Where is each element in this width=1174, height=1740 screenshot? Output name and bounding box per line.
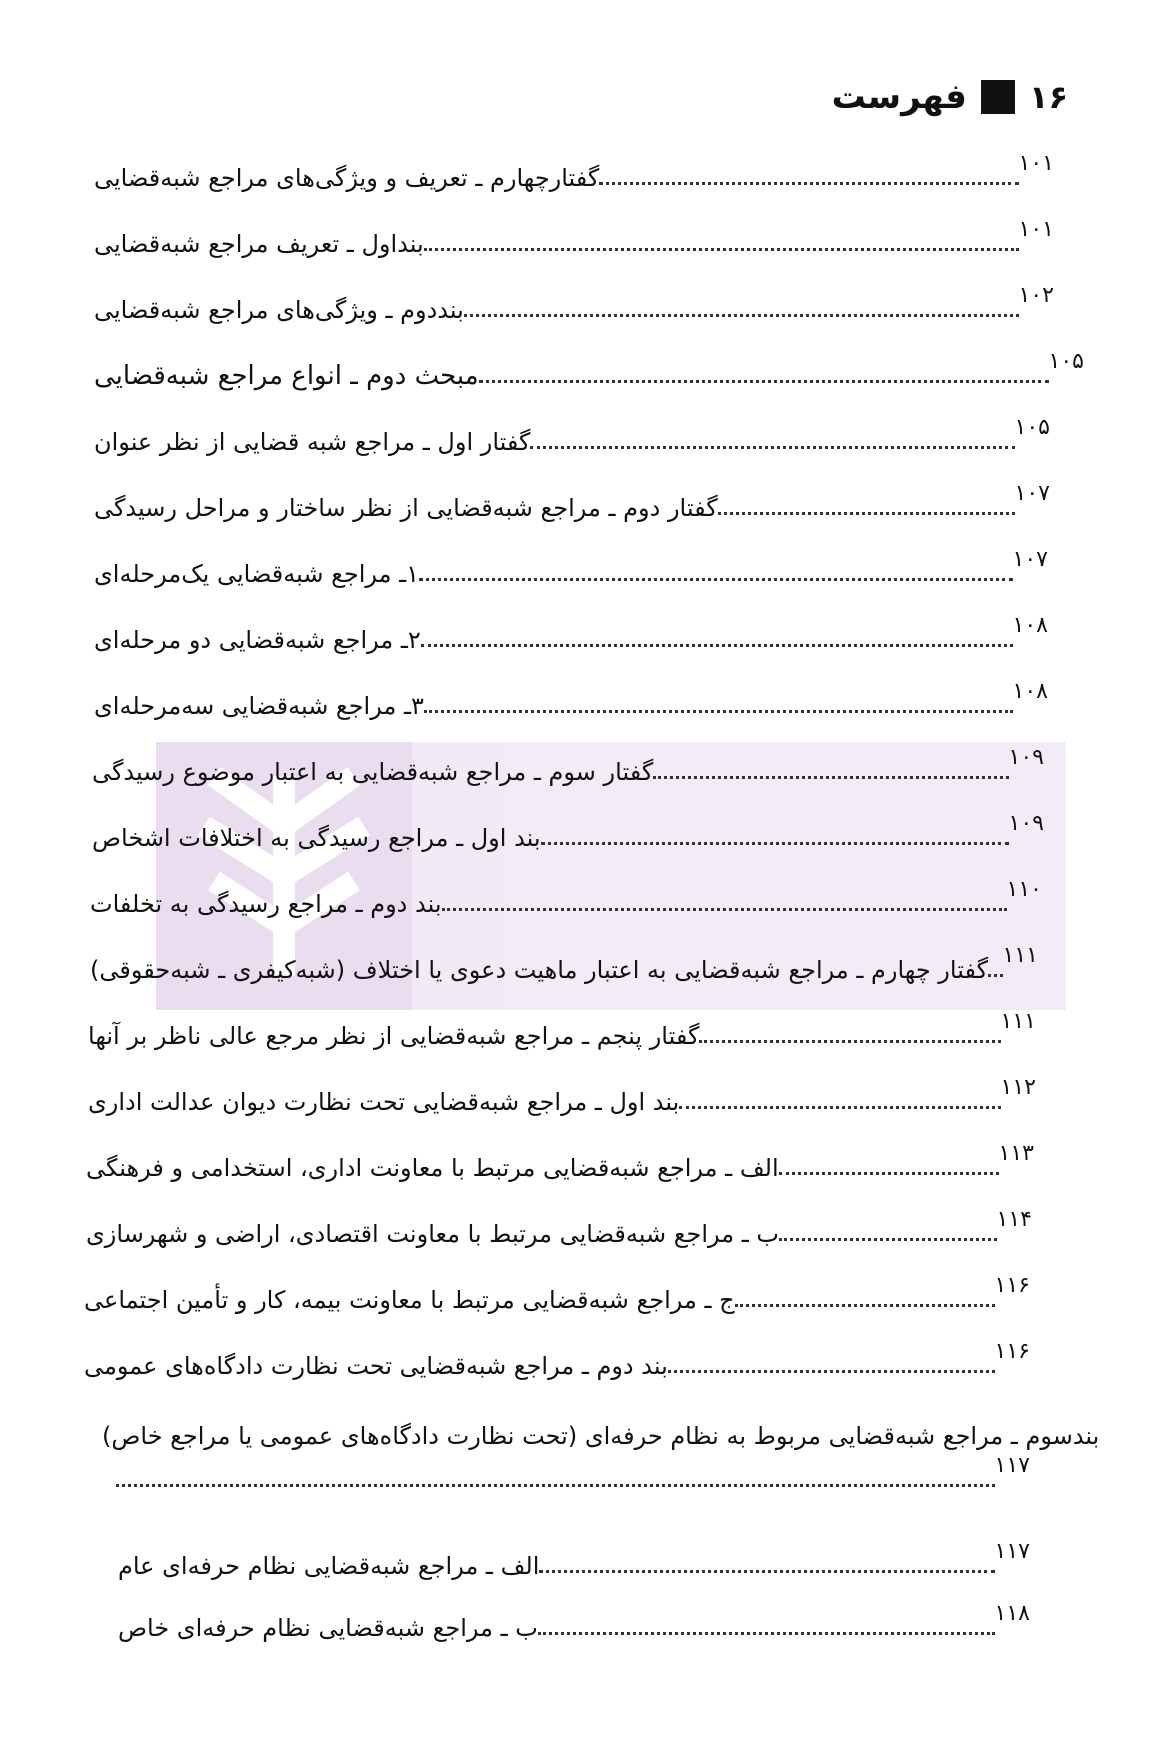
- toc-entry-title: ۳ـ مراجع شبه‌قضایی سه‌مرحله‌ای: [94, 692, 424, 720]
- toc-entry: [88, 217, 1054, 264]
- toc-entry-page: ۱۱۱: [1002, 943, 1038, 968]
- toc-entry: [88, 679, 1048, 726]
- toc-entry: [78, 1273, 1030, 1320]
- leader-dots: [116, 1484, 995, 1487]
- toc-entry-page: ۱۰۹: [1008, 745, 1044, 770]
- toc-entry-page: ۱۰۱: [1018, 151, 1054, 176]
- leader-dots: [442, 908, 1007, 911]
- toc-entry: [84, 877, 1042, 924]
- toc-entry: [80, 1207, 1032, 1254]
- toc-entry: [82, 1009, 1036, 1056]
- leader-dots: [599, 182, 1018, 185]
- leader-dots: [735, 1304, 995, 1307]
- toc-entry-title: گفتارچهارم ـ تعریف و ویژگی‌های مراجع شبه‌قضایی: [94, 164, 600, 192]
- toc-entry: [88, 481, 1050, 528]
- toc-entry-title: الف ـ مراجع شبه‌قضایی نظام حرفه‌ای عام: [118, 1552, 540, 1580]
- leader-dots: [653, 776, 1008, 779]
- toc-entry-title: بنداول ـ تعریف مراجع شبه‌قضایی: [94, 230, 424, 258]
- toc-entry: [112, 1539, 1030, 1586]
- toc-entry-title: ب ـ مراجع شبه‌قضایی مرتبط با معاونت اقتصادی، اراضی و شهرسازی: [86, 1220, 779, 1248]
- toc-entry-title: گفتار پنجم ـ مراجع شبه‌قضایی از نظر مرجع عالی ناظر بر آنها: [88, 1022, 700, 1050]
- toc-entry: [96, 1412, 1100, 1456]
- leader-dots: [424, 248, 1019, 251]
- toc-entry-page: ۱۰۹: [1008, 811, 1044, 836]
- leader-dots: [538, 1632, 995, 1635]
- toc-entry-page: ۱۰۵: [1048, 349, 1084, 374]
- leader-dots: [479, 380, 1049, 383]
- leader-dots: [699, 1040, 1000, 1043]
- toc-entry: [88, 613, 1048, 660]
- leader-dots: [779, 1238, 997, 1241]
- toc-entry-page: ۱۰۲: [1018, 283, 1054, 308]
- toc-entry-title: بنددوم ـ ویژگی‌های مراجع شبه‌قضایی: [94, 296, 464, 324]
- toc-entry: [80, 1141, 1034, 1188]
- leader-dots: [464, 314, 1019, 317]
- toc-entry-title: بند دوم ـ مراجع رسیدگی به تخلفات: [90, 890, 442, 918]
- toc-entry-page: ۱۱۷: [994, 1453, 1030, 1478]
- leader-dots: [424, 710, 1013, 713]
- toc-entry: [82, 1075, 1036, 1122]
- page-header: [832, 72, 1068, 122]
- toc-entry-title: گفتار اول ـ مراجع شبه قضایی از نظر عنوان: [94, 428, 531, 456]
- toc-entry: [84, 943, 1038, 990]
- toc-entry-page: ۱۰۵: [1014, 415, 1050, 440]
- toc-entry-title: ج ـ مراجع شبه‌قضایی مرتبط با معاونت بیمه، کار و تأمین اجتماعی: [84, 1286, 735, 1314]
- toc-entry: [88, 547, 1048, 594]
- toc-entry: [78, 1339, 1030, 1386]
- leader-dots: [541, 842, 1009, 845]
- toc-entry: [86, 811, 1044, 858]
- toc-entry-title: بند اول ـ مراجع رسیدگی به اختلافات اشخاص: [92, 824, 541, 852]
- leader-dots: [539, 1570, 994, 1573]
- toc-entry-title: ۲ـ مراجع شبه‌قضایی دو مرحله‌ای: [94, 626, 421, 654]
- leader-dots: [679, 1106, 1000, 1109]
- toc-entry-page: ۱۰۷: [1014, 481, 1050, 506]
- toc-entry-page: ۱۰۱: [1018, 217, 1054, 242]
- toc-entry-page: ۱۱۲: [1000, 1075, 1036, 1100]
- leader-dots: [419, 578, 1013, 581]
- toc-entry-title: ب ـ مراجع شبه‌قضایی نظام حرفه‌ای خاص: [118, 1614, 538, 1642]
- leader-dots: [530, 446, 1014, 449]
- toc-entry-page: ۱۱۳: [998, 1141, 1034, 1166]
- header-square-icon: [981, 80, 1015, 114]
- page-title: فهرست: [831, 77, 967, 117]
- toc-entry-title: بند اول ـ مراجع شبه‌قضایی تحت نظارت دیوان عدالت اداری: [88, 1088, 680, 1116]
- toc-entry-page: ۱۱۷: [994, 1539, 1030, 1564]
- toc-entry-page: ۱۰۸: [1012, 679, 1048, 704]
- toc-entry-title: الف ـ مراجع شبه‌قضایی مرتبط با معاونت اداری، استخدامی و فرهنگی: [86, 1154, 779, 1182]
- toc-entry-page: ۱۰۸: [1012, 613, 1048, 638]
- toc-entry-title: بندسوم ـ مراجع شبه‌قضایی مربوط به نظام حرفه‌ای (تحت نظارت دادگاه‌های عمومی یا مراجع خاص): [102, 1422, 1100, 1450]
- toc-entry-title: گفتار چهارم ـ مراجع شبه‌قضایی به اعتبار ماهیت دعوی یا اختلاف (شبه‌کیفری ـ شبه‌حقوقی): [90, 956, 989, 984]
- toc-entry: [88, 415, 1050, 462]
- toc-entry-page: ۱۱۸: [994, 1601, 1030, 1626]
- toc-entry-continuation: [116, 1453, 1030, 1500]
- toc-entry-title: بند دوم ـ مراجع شبه‌قضایی تحت نظارت دادگاه‌های عمومی: [84, 1352, 668, 1380]
- toc-entry-page: ۱۱۴: [996, 1207, 1032, 1232]
- leader-dots: [779, 1172, 999, 1175]
- toc-entry: [88, 349, 1084, 396]
- toc-entry-title: مبحث دوم ـ انواع مراجع شبه‌قضایی: [94, 361, 479, 391]
- toc-entry: [88, 151, 1054, 198]
- toc-entry-page: ۱۰۷: [1012, 547, 1048, 572]
- toc-entry-page: ۱۱۶: [994, 1273, 1030, 1298]
- toc-entry-title: ۱ـ مراجع شبه‌قضایی یک‌مرحله‌ای: [94, 560, 420, 588]
- leader-dots: [668, 1370, 995, 1373]
- toc-entry: [86, 745, 1044, 792]
- toc-entry-page: ۱۱۰: [1006, 877, 1042, 902]
- leader-dots: [718, 512, 1015, 515]
- toc-entry-page: ۱۱۶: [994, 1339, 1030, 1364]
- leader-dots: [988, 974, 1003, 977]
- toc-entry-title: گفتار دوم ـ مراجع شبه‌قضایی از نظر ساختار و مراحل رسیدگی: [94, 494, 718, 522]
- toc-entry: [112, 1601, 1030, 1648]
- page-number: ۱۶: [1028, 78, 1068, 116]
- toc-entry: [88, 283, 1054, 330]
- leader-dots: [421, 644, 1013, 647]
- toc-entry-title: گفتار سوم ـ مراجع شبه‌قضایی به اعتبار موضوع رسیدگی: [92, 758, 654, 786]
- toc-entry-page: ۱۱۱: [1000, 1009, 1036, 1034]
